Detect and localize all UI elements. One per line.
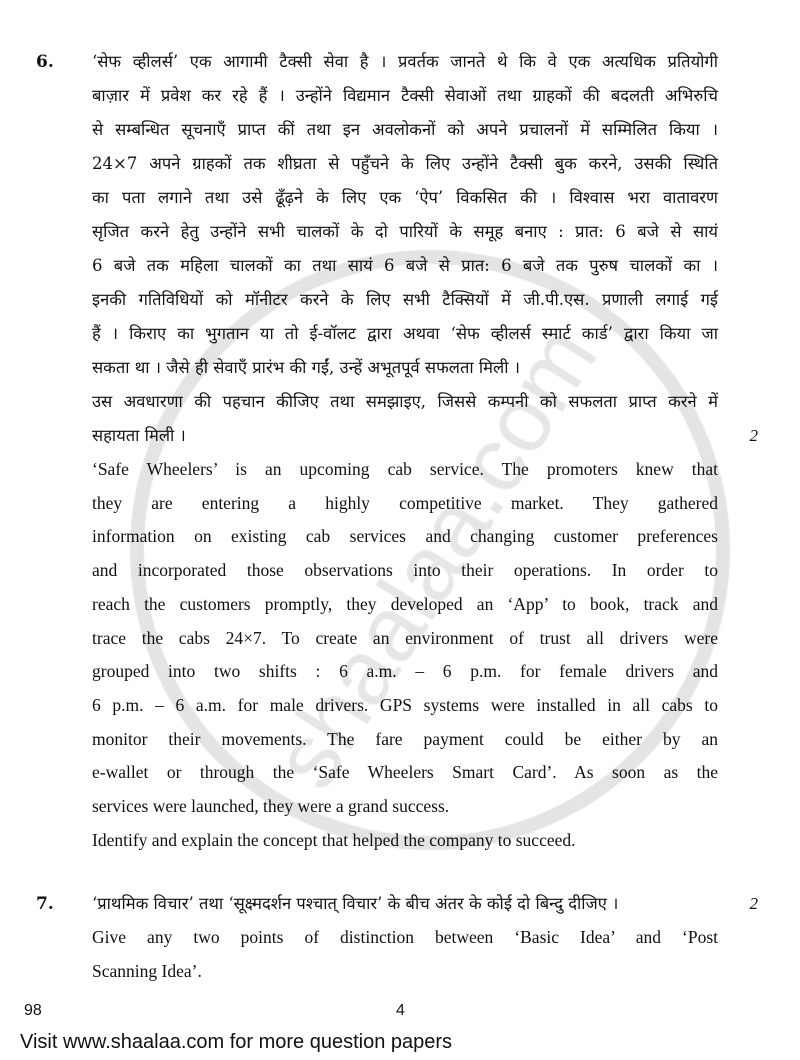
text-line: उस अवधारणा की पहचान कीजिए तथा समझाइए, जिससे कम्पनी को सफलता प्राप्त करने में: [92, 392, 718, 411]
text-line: 6 बजे तक महिला चालकों का तथा सायं 6 बजे से प्रात: 6 बजे तक पुरुष चालकों का ।: [92, 256, 718, 275]
text-line: का पता लगाने तथा उसे ढूँढ़ने के लिए एक ‘ऐप’ विकसित की । विश्वास भरा वातावरण: [92, 188, 718, 207]
text-line: सहायता मिली ।: [92, 426, 186, 445]
question-7-hindi: [92, 887, 718, 921]
text-line: सृजित करने हेतु उन्होंने सभी चालकों के दो पारियों के समूह बनाए : प्रात: 6 बजे से सायं: [92, 222, 718, 241]
text-line: information on existing cab services and changing customer preferences: [92, 526, 718, 547]
text-line: ‘सेफ व्हीलर्स’ एक आगामी टैक्सी सेवा है । प्रवर्तक जानते थे कि वे एक अत्यधिक प्रतियोगी: [92, 52, 718, 71]
question-7-hindi-wrapper: [92, 887, 758, 921]
text-line: ‘प्राथमिक विचार’ तथा ‘सूक्ष्मदर्शन पश्चात् विचार’ के बीच अंतर के कोई दो बिन्दु दीजिए ।: [92, 894, 619, 914]
text-line: trace the cabs 24×7. To create an environment of trust all drivers were: [92, 627, 718, 648]
text-line: Scanning Idea’.: [92, 961, 202, 982]
question-6: [36, 45, 758, 857]
question-6-hindi-wrapper: [92, 45, 758, 453]
question-6-hindi: [92, 45, 718, 453]
question-7-number: 7.: [36, 894, 54, 915]
question-6-marks: 2: [749, 426, 758, 445]
question-6-number: 6.: [36, 52, 54, 72]
text-line: इनकी गतिविधियों को मॉनीटर करने के लिए सभी टैक्सियों में जी.पी.एस. प्रणाली लगाई गई: [92, 290, 718, 309]
footer-promo-link[interactable]: Visit www.shaalaa.com for more question papers: [20, 1031, 453, 1053]
text-line: से सम्बन्धित सूचनाएँ प्राप्त कीं तथा इन अवलोकनों को अपने प्रचालनों में सम्मिलित किया ।: [92, 120, 718, 139]
text-line: grouped into two shifts : 6 a.m. – 6 p.m. for female drivers and: [92, 661, 718, 682]
text-line: सकता था । जैसे ही सेवाएँ प्रारंभ की गईं, उन्हें अभूतपूर्व सफलता मिली ।: [92, 358, 520, 377]
text-line: services were launched, they were a grand success.: [92, 796, 450, 817]
footer-code: 98: [24, 1002, 42, 1019]
text-line: 24×7 अपने ग्राहकों तक शीघ्रता से पहुँचने के लिए उन्होंने टैक्सी बुक करने, उसकी स्थिति: [92, 154, 718, 173]
text-line: and incorporated those observations into their operations. In order to: [92, 560, 718, 581]
text-line: Identify and explain the concept that helped the company to succeed.: [92, 829, 576, 850]
question-column: [36, 45, 758, 989]
text-line: 6 p.m. – 6 a.m. for male drivers. GPS systems were installed in all cabs to: [92, 694, 718, 715]
footer-page-number: 4: [396, 1002, 405, 1019]
text-line: e-wallet or through the ‘Safe Wheelers Smart Card’. As soon as the: [92, 762, 718, 783]
question-7-marks: 2: [749, 894, 758, 914]
text-line: reach the customers promptly, they developed an ‘App’ to book, track and: [92, 593, 718, 614]
question-6-english: [92, 453, 718, 857]
text-line: ‘Safe Wheelers’ is an upcoming cab service. The promoters knew that: [92, 459, 718, 479]
text-line: Give any two points of distinction between ‘Basic Idea’ and ‘Post: [92, 927, 718, 948]
question-7-english: [92, 921, 718, 988]
text-line: they are entering a highly competitive market. They gathered: [92, 492, 718, 513]
question-7: [36, 887, 758, 988]
text-line: monitor their movements. The fare payment could be either by an: [92, 728, 718, 749]
text-line: बाज़ार में प्रवेश कर रहे हैं । उन्होंने विद्यमान टैक्सी सेवाओं तथा ग्राहकों की बदलती अभिरुचि: [92, 86, 718, 105]
text-line: हैं । किराए का भुगतान या तो ई-वॉलट द्वारा अथवा ‘सेफ व्हीलर्स स्मार्ट कार्ड’ द्वारा किया जा: [92, 324, 718, 343]
